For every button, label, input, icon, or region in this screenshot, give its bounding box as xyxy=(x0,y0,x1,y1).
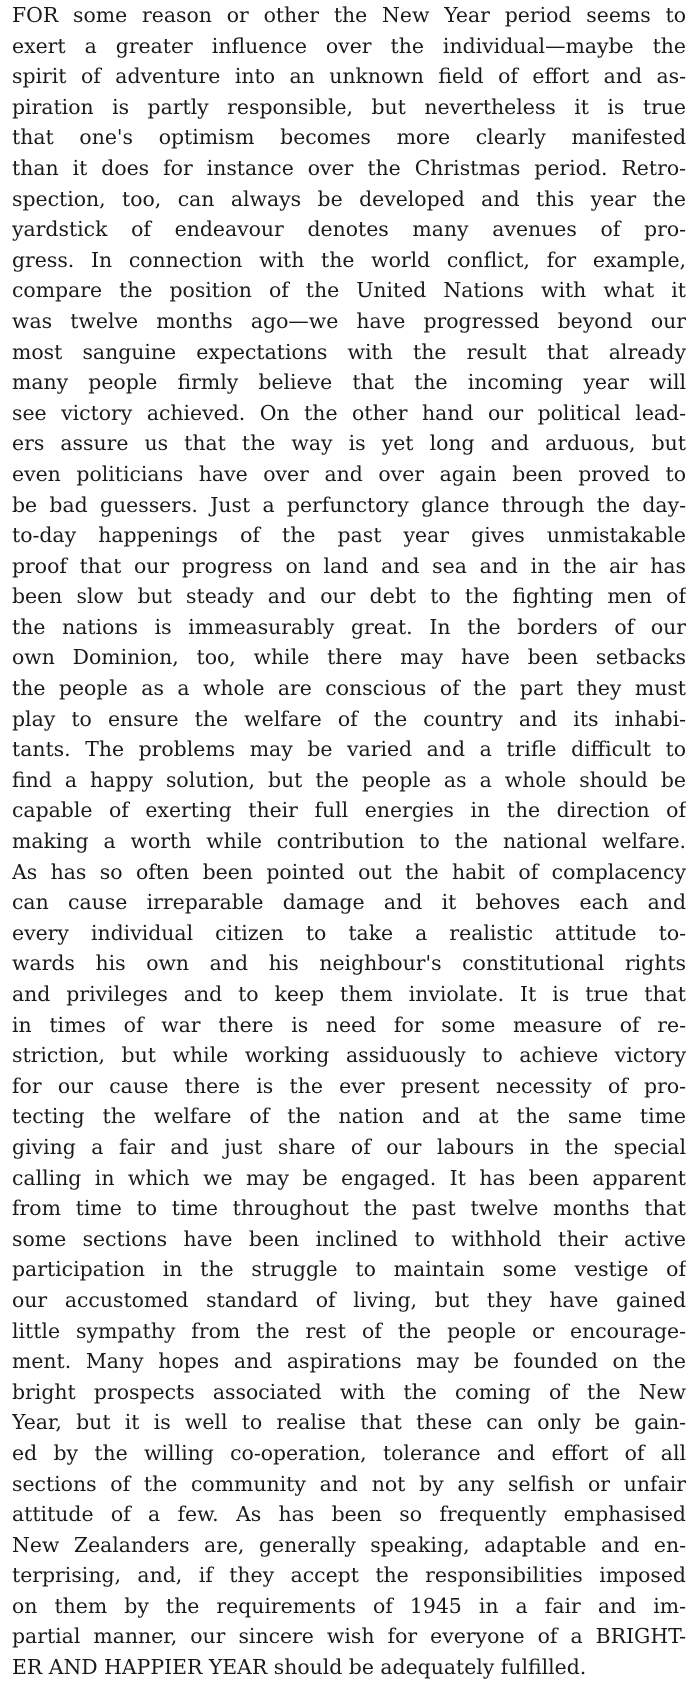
text-line: play to ensure the welfare of the country and its inhabi- xyxy=(12,706,686,731)
text-line: New Zealanders are, generally speaking, adaptable and en- xyxy=(12,1532,686,1557)
text-line: for our cause there is the ever present necessity of pro- xyxy=(12,1073,686,1098)
text-line: can cause irreparable damage and it behoves each and xyxy=(12,890,686,915)
text-line: FOR some reason or other the New Year period seems to xyxy=(12,3,686,27)
text-line: sections of the community and not by any selfish or unfair xyxy=(12,1471,686,1496)
text-line: many people firmly believe that the incoming year will xyxy=(12,370,686,395)
text-line: every individual citizen to take a realistic attitude to- xyxy=(12,920,686,945)
text-line: bright prospects associated with the coming of the New xyxy=(12,1379,686,1404)
text-line: yardstick of endeavour denotes many avenues of pro- xyxy=(12,217,686,242)
text-line: tecting the welfare of the nation and at the same time xyxy=(12,1104,686,1129)
text-line: ment. Many hopes and aspirations may be founded on the xyxy=(12,1349,686,1374)
text-line: wards his own and his neighbour's constitutional rights xyxy=(12,951,686,976)
text-line: attitude of a few. As has been so frequently emphasised xyxy=(12,1502,686,1527)
text-line: calling in which we may be engaged. It has been apparent xyxy=(12,1165,686,1190)
text-line: even politicians have over and over again been proved to xyxy=(12,461,686,486)
text-line: exert a greater influence over the individual—maybe the xyxy=(12,33,686,58)
text-line: than it does for instance over the Christmas period. Retro- xyxy=(12,155,686,180)
text-line: partial manner, our sincere wish for everyone of a BRIGHT- xyxy=(12,1624,686,1649)
text-line: capable of exerting their full energies in the direction of xyxy=(12,798,686,823)
text-line: little sympathy from the rest of the people or encourage- xyxy=(12,1318,686,1343)
text-line: most sanguine expectations with the result that already xyxy=(12,339,686,364)
article-body xyxy=(12,0,686,1683)
text-line: ER AND HAPPIER YEAR should be adequately fulfilled. xyxy=(12,1655,587,1680)
text-line: spirit of adventure into an unknown field of effort and as- xyxy=(12,64,686,89)
text-line: some sections have been inclined to withhold their active xyxy=(12,1226,686,1251)
text-line: and privileges and to keep them inviolate. It is true that xyxy=(12,982,686,1006)
text-line: participation in the struggle to maintain some vestige of xyxy=(12,1257,686,1282)
text-line: making a worth while contribution to the national welfare. xyxy=(12,829,686,854)
text-line: tants. The problems may be varied and a trifle difficult to xyxy=(12,737,686,762)
text-line: was twelve months ago—we have progressed beyond our xyxy=(12,308,686,333)
text-line: on them by the requirements of 1945 in a fair and im- xyxy=(12,1593,686,1618)
text-line: in times of war there is need for some measure of re- xyxy=(12,1012,686,1037)
text-line: find a happy solution, but the people as a whole should be xyxy=(12,767,686,792)
text-line: giving a fair and just share of our labours in the special xyxy=(12,1134,686,1159)
text-line: own Dominion, too, while there may have been setbacks xyxy=(12,645,686,670)
text-line: the nations is immeasurably great. In the borders of our xyxy=(12,614,686,639)
text-line: piration is partly responsible, but nevertheless it is true xyxy=(12,94,686,119)
text-line: be bad guessers. Just a perfunctory glance through the day- xyxy=(12,492,686,517)
text-line: been slow but steady and our debt to the fighting men of xyxy=(12,584,686,609)
text-line: striction, but while working assiduously to achieve victory xyxy=(12,1043,686,1068)
text-line: ers assure us that the way is yet long and arduous, but xyxy=(12,431,686,456)
text-line: spection, too, can always be developed and this year the xyxy=(12,186,686,211)
text-line: see victory achieved. On the other hand our political lead- xyxy=(12,400,686,425)
text-line: the people as a whole are conscious of the part they must xyxy=(12,676,686,701)
text-line: Year, but it is well to realise that these can only be gain- xyxy=(12,1410,686,1435)
text-line: to-day happenings of the past year gives unmistakable xyxy=(12,523,686,548)
text-line: from time to time throughout the past twelve months that xyxy=(12,1196,686,1221)
text-line: proof that our progress on land and sea and in the air has xyxy=(12,553,686,578)
text-line: gress. In connection with the world conflict, for example, xyxy=(12,247,686,272)
text-line: our accustomed standard of living, but they have gained xyxy=(12,1287,686,1312)
text-line: As has so often been pointed out the habit of complacency xyxy=(12,859,686,884)
text-line: compare the position of the United Nations with what it xyxy=(12,278,686,303)
text-line: terprising, and, if they accept the responsibilities imposed xyxy=(12,1563,686,1588)
text-line: ed by the willing co-operation, tolerance and effort of all xyxy=(12,1440,686,1465)
text-line: that one's optimism becomes more clearly manifested xyxy=(12,125,686,150)
